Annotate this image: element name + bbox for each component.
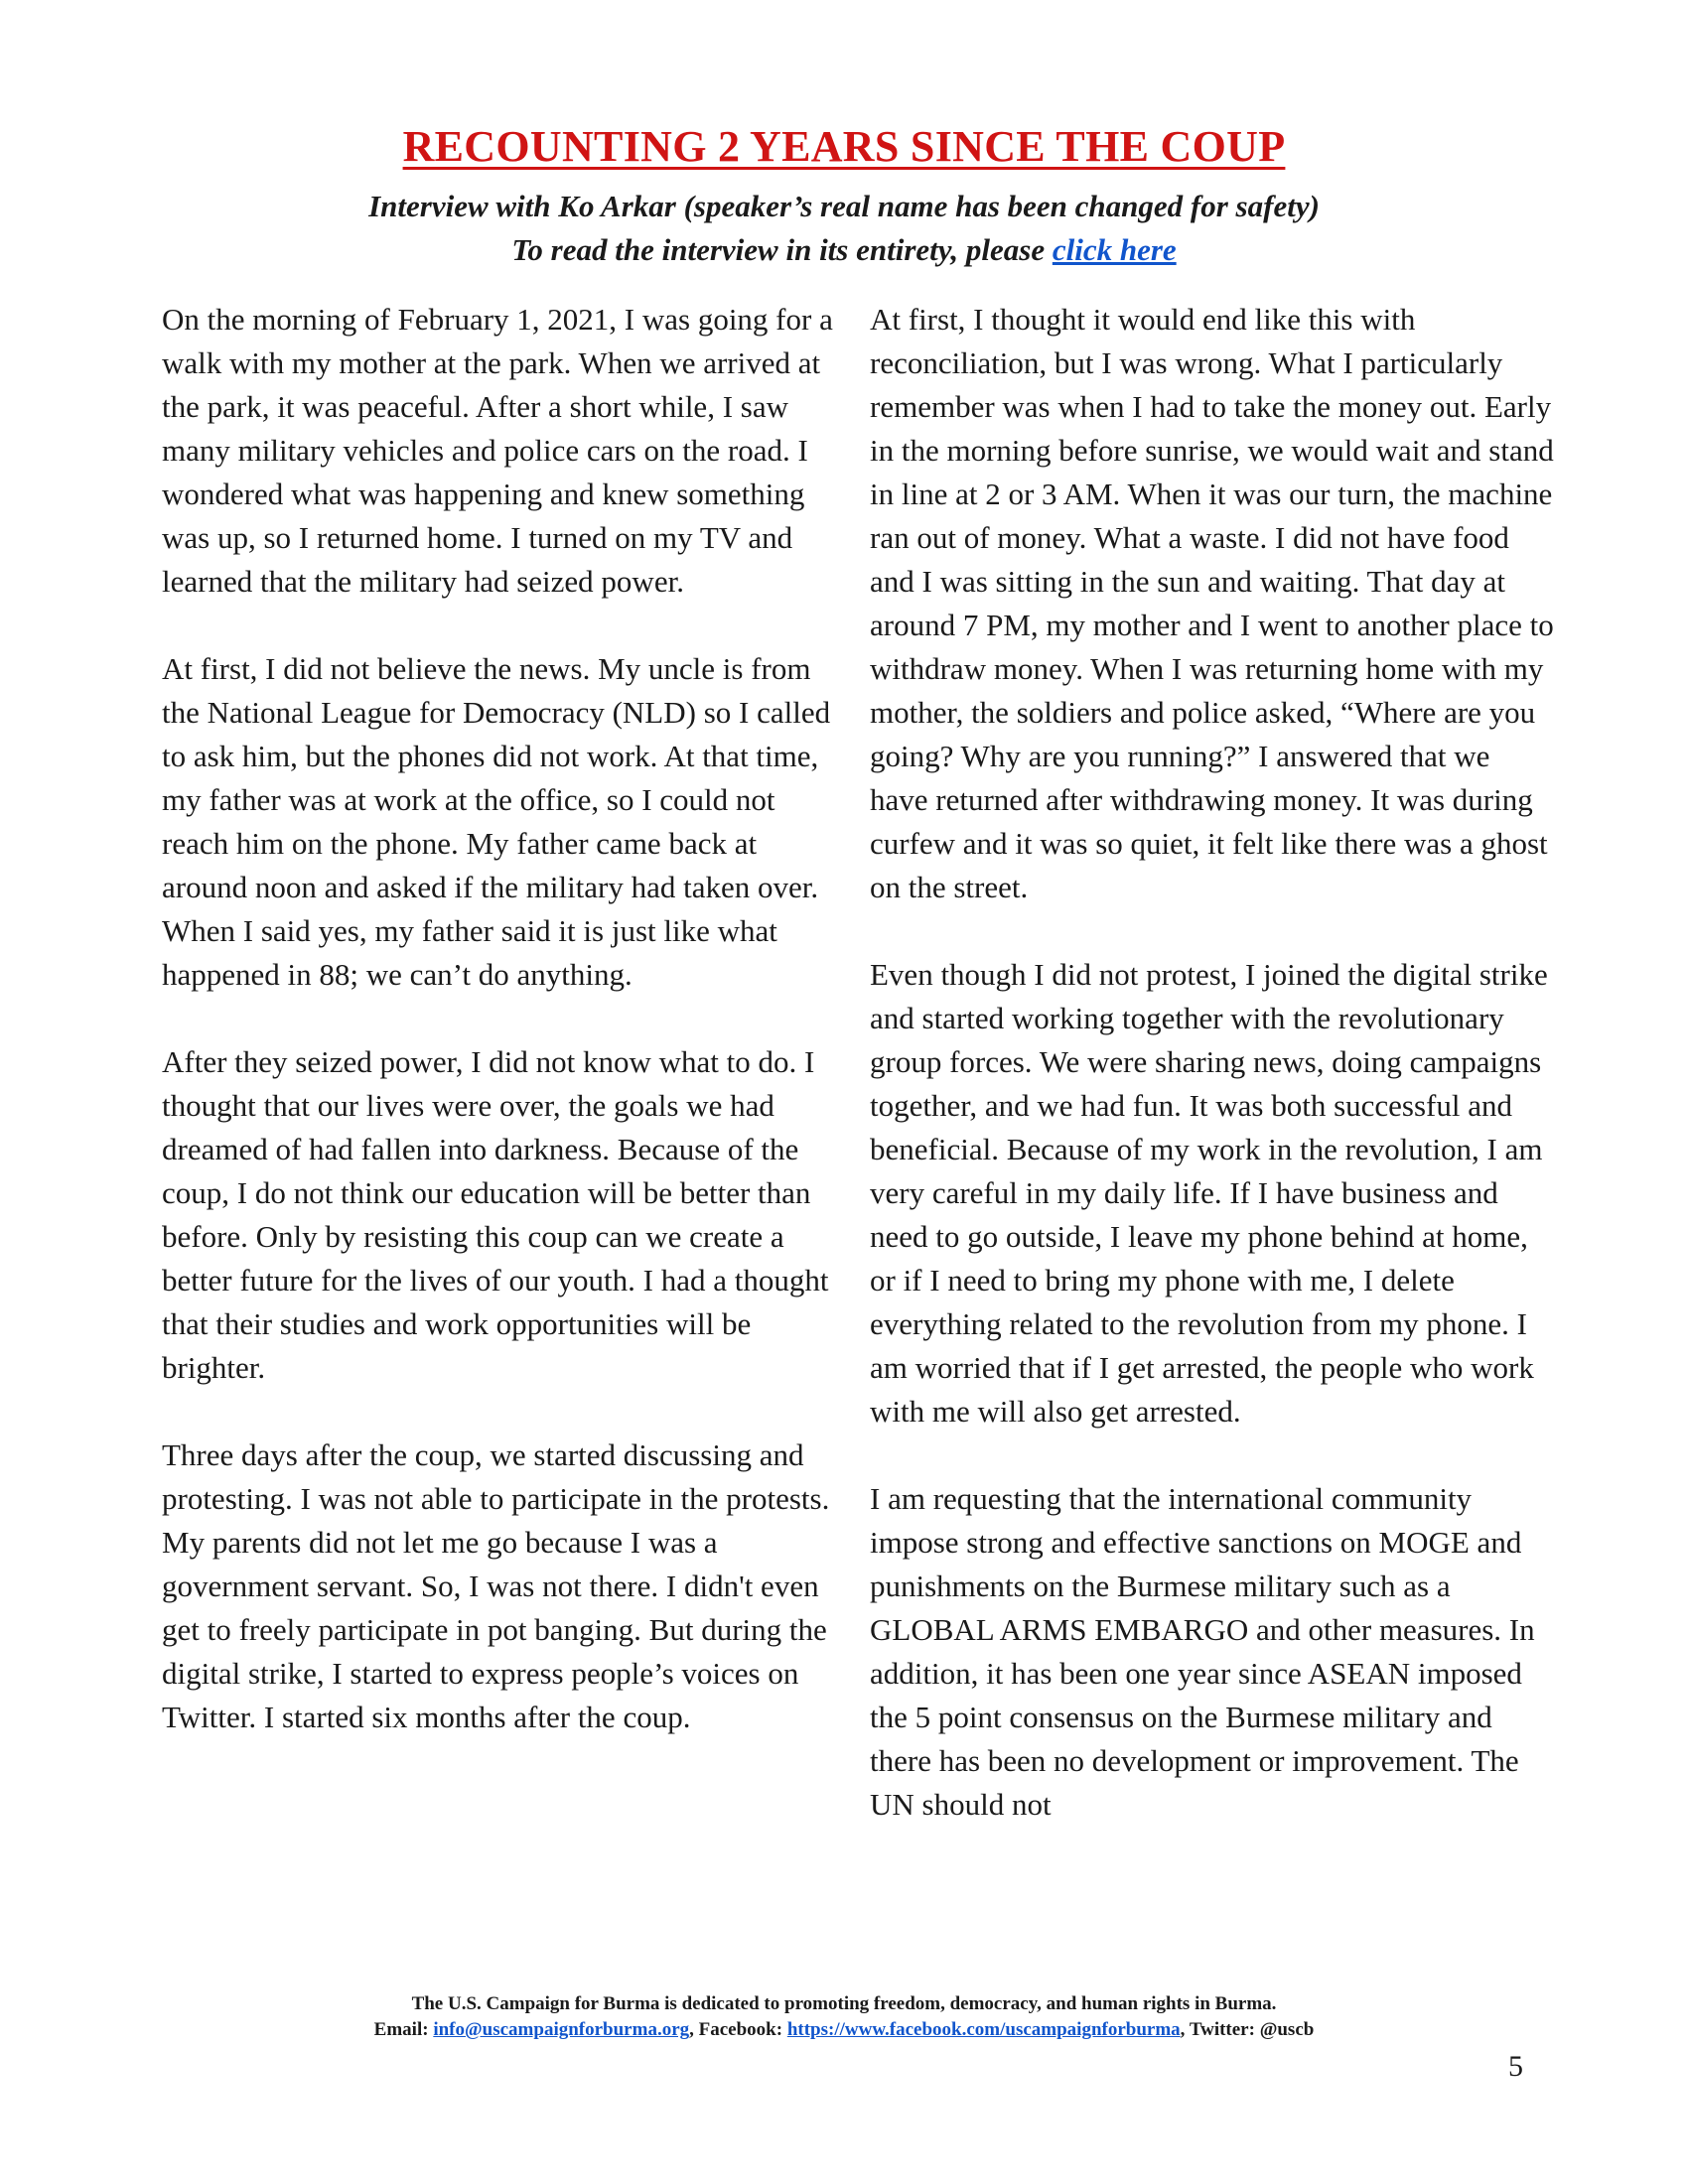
read-more-text: To read the interview in its entirety, please	[511, 232, 1053, 267]
paragraph: At first, I thought it would end like this with reconciliation, but I was wrong. What I particularly remember was when I had to take the money out. Early in the morning before sunrise, we would wait and stand in line at 2 or 3 AM. When it was our turn, the machine ran out of money. What a waste. I did not have food and I was sitting in the sun and waiting. That day at around 7 PM, my mother and I went to another place to withdraw money. When I was returning home with my mother, the soldiers and police asked, “Where are you going? Why are you running?” I answered that we have returned after withdrawing money. It was during curfew and it was so quiet, it felt like there was a ghost on the street.	[870, 302, 1554, 904]
facebook-link[interactable]: https://www.facebook.com/uscampaignforburma	[786, 2019, 1181, 2040]
paragraph: At first, I did not believe the news. My uncle is from the National League for Democracy (NLD) so I called to ask him, but the phones did not work. At that time, my father was at work at the office, so I could not reach him on the phone. My father came back at around noon and asked if the military had taken over. When I said yes, my father said it is just like what happened in 88; we can’t do anything.	[162, 651, 831, 992]
document-title: RECOUNTING 2 YEARS SINCE THE COUP	[402, 122, 1286, 171]
email-link[interactable]: info@uscampaignforburma.org	[433, 2019, 690, 2040]
paragraph: On the morning of February 1, 2021, I was going for a walk with my mother at the park. When we arrived at the park, it was peaceful. After a short while, I saw many military vehicles and police cars on the road. I wondered what was happening and knew something was up, so I returned home. I turned on my TV and learned that the military had seized power.	[162, 302, 833, 599]
right-column	[870, 298, 1555, 1870]
twitter-label: , Twitter: @uscb	[1180, 2019, 1315, 2040]
facebook-label: , Facebook:	[689, 2019, 787, 2040]
page-number: 5	[1508, 2050, 1523, 2083]
read-more-line	[0, 228, 1688, 272]
page-header	[0, 119, 1688, 272]
paragraph: Three days after the coup, we started discussing and protesting. I was not able to participate in the protests. My parents did not let me go because I was a government servant. So, I was not there. I didn't even get to freely participate in pot banging. But during the digital strike, I started to express people’s voices on Twitter. I started six months after the coup.	[162, 1437, 830, 1734]
interview-subtitle: Interview with Ko Arkar (speaker’s real name has been changed for safety)	[368, 189, 1320, 223]
paragraph: Even though I did not protest, I joined the digital strike and started working together with the revolutionary group forces. We were sharing news, doing campaigns together, and we had fun. It was both successful and beneficial. Because of my work in the revolution, I am very careful in my daily life. If I have business and need to go outside, I leave my phone behind at home, or if I need to bring my phone with me, I delete everything related to the revolution from my phone. I am worried that if I get arrested, the people who work with me will also get arrested.	[870, 957, 1548, 1429]
email-label: Email:	[373, 2019, 434, 2040]
footer-mission: The U.S. Campaign for Burma is dedicated to promoting freedom, democracy, and human rights in Burma.	[411, 1993, 1277, 2014]
click-here-link[interactable]: click here	[1052, 232, 1177, 267]
left-column	[162, 298, 847, 1783]
page-footer	[0, 1991, 1688, 2043]
paragraph: After they seized power, I did not know what to do. I thought that our lives were over, the goals we had dreamed of had fallen into darkness. Because of the coup, I do not think our education will be better than before. Only by resisting this coup can we create a better future for the lives of our youth. I had a thought that their studies and work opportunities will be brighter.	[162, 1044, 829, 1385]
footer-contact	[0, 2017, 1688, 2043]
paragraph: I am requesting that the international community impose strong and effective sanctions on MOGE and punishments on the Burmese military such as a GLOBAL ARMS EMBARGO and other measures. In addition, it has been one year since ASEAN imposed the 5 point consensus on the Burmese military and there has been no development or improvement. The UN should not	[870, 1481, 1535, 1822]
